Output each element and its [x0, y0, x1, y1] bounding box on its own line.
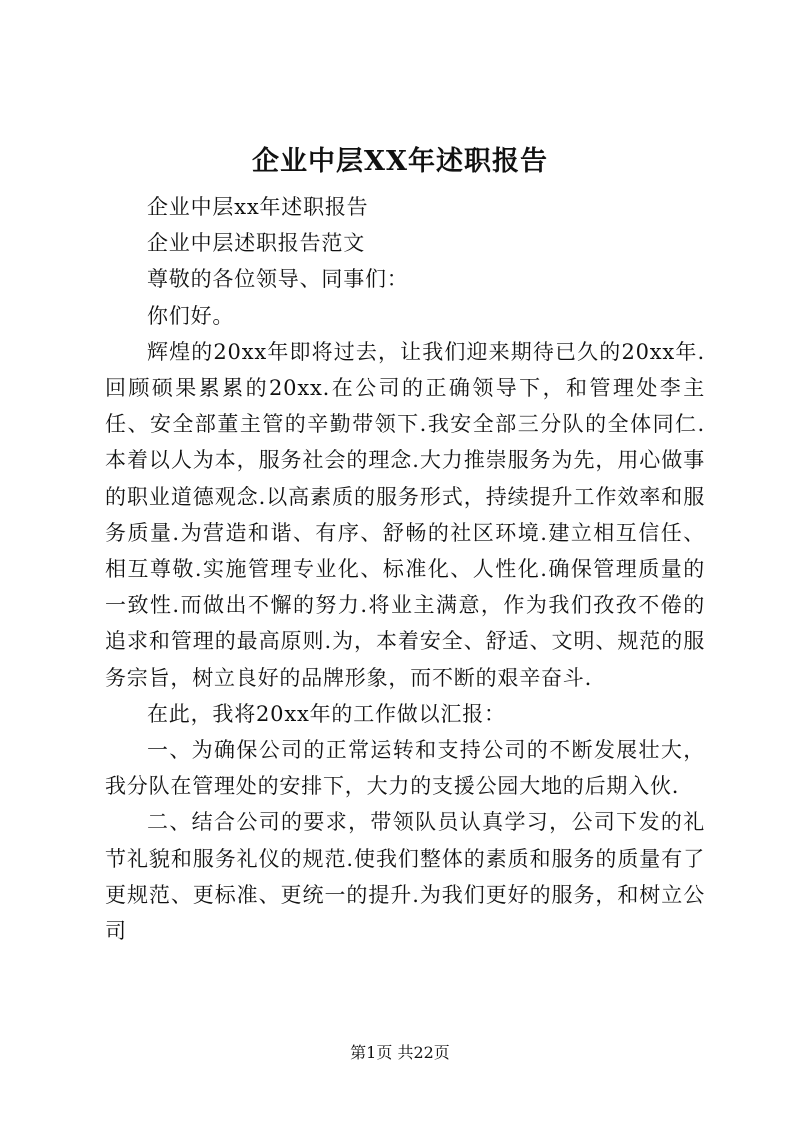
- document-body: [105, 189, 705, 949]
- paragraph: 在此，我将20xx年的工作做以汇报：: [147, 701, 506, 726]
- paragraph: 你们好。: [147, 303, 235, 328]
- paragraph: 企业中层述职报告范文: [147, 231, 365, 256]
- paragraph: 二、结合公司的要求，带领队员认真学习，公司下发的礼节礼貌和服务礼仪的规范.使我们整体的素质和服务的质量有了更规范、更标准、更统一的提升.为我们更好的服务，和树立公司: [105, 810, 705, 944]
- paragraph: 企业中层xx年述职报告: [147, 195, 369, 219]
- paragraph: 尊敬的各位领导、同事们：: [147, 267, 409, 292]
- page-number-footer: 第1页 共22页: [350, 1043, 450, 1062]
- document-title: 企业中层XX年述职报告: [252, 146, 548, 177]
- paragraph: 辉煌的20xx年即将过去，让我们迎来期待已久的20xx年.回顾硕果累累的20xx.在公司的正确领导下，和管理处李主任、安全部董主管的辛勤带领下.我安全部三分队的全体同仁.本着以人为本，服务社会的理念.大力推崇服务为先，用心做事的职业道德观念.以高素质的服务形式，持续提升工作效率和服务质量.为营造和谐、有序、舒畅的社区环境.建立相互信任、相互尊敬.实施管理专业化、标准化、人性化.确保管理质量的一致性.而做出不懈的努力.将业主满意，作为我们孜孜不倦的追求和管理的最高原则.为，本着安全、舒适、文明、规范的服务宗旨，树立良好的品牌形象，而不断的艰辛奋斗.: [105, 339, 705, 690]
- paragraph: 一、为确保公司的正常运转和支持公司的不断发展壮大，我分队在管理处的安排下，大力的支援公园大地的后期入伙.: [105, 738, 705, 799]
